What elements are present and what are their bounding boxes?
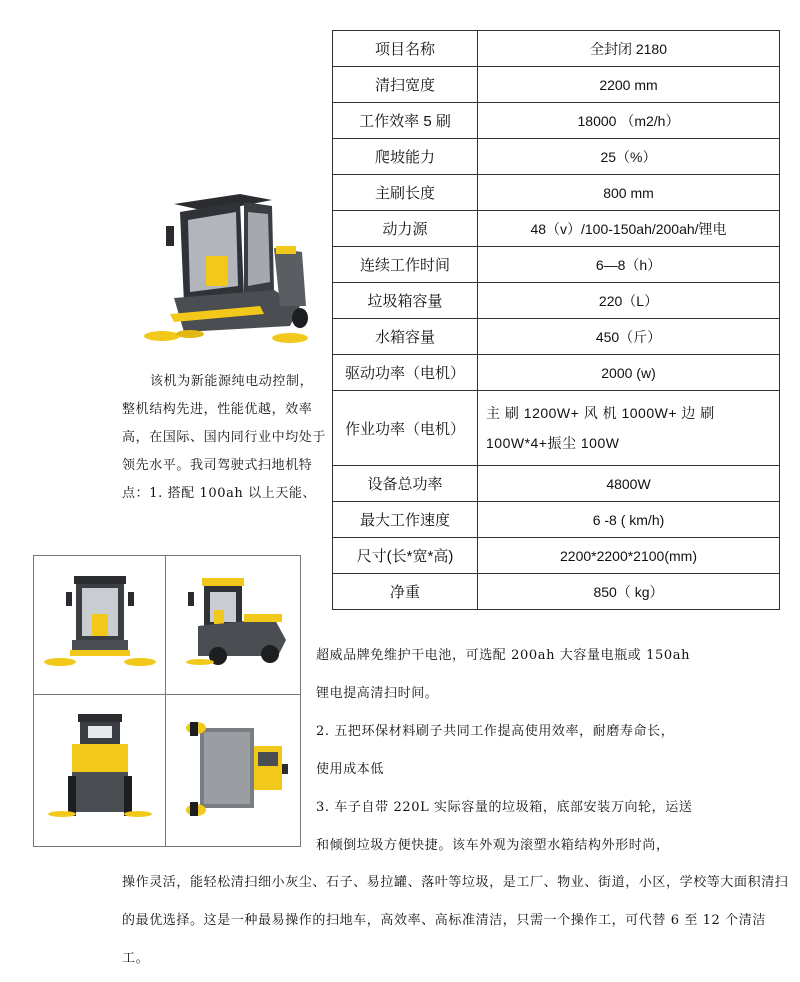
spec-label: 尺寸(长*宽*高) xyxy=(333,538,478,574)
spec-value: 4800W xyxy=(478,466,780,502)
spec-row xyxy=(333,574,780,610)
spec-row xyxy=(333,538,780,574)
spec-row xyxy=(333,391,780,466)
spec-value: 2200*2200*2100(mm) xyxy=(478,538,780,574)
sweeper-front-view xyxy=(42,570,158,686)
spec-label: 爬坡能力 xyxy=(333,139,478,175)
spec-row xyxy=(333,211,780,247)
spec-label: 作业功率（电机） xyxy=(333,391,478,466)
sweeper-main-image xyxy=(140,186,320,346)
spec-label: 项目名称 xyxy=(333,31,478,67)
feature-line: 3. 车子自带 220L 实际容量的垃圾箱，底部安装万向轮，运送 xyxy=(316,800,693,815)
spec-row xyxy=(333,319,780,355)
spec-row xyxy=(333,466,780,502)
spec-label: 主刷长度 xyxy=(333,175,478,211)
sweeper-views-grid xyxy=(33,555,301,847)
spec-row xyxy=(333,283,780,319)
grid-divider xyxy=(165,556,166,846)
spec-label: 水箱容量 xyxy=(333,319,478,355)
feature-line: 使用成本低 xyxy=(316,762,385,777)
spec-label: 垃圾箱容量 xyxy=(333,283,478,319)
sweeper-rear-view xyxy=(42,706,158,836)
features-paragraph xyxy=(316,637,786,865)
spec-row xyxy=(333,103,780,139)
spec-label: 净重 xyxy=(333,574,478,610)
spec-row xyxy=(333,355,780,391)
feature-line: 2. 五把环保材料刷子共同工作提高使用效率，耐磨寿命长， xyxy=(316,724,675,739)
spec-value: 18000 （m2/h） xyxy=(478,103,780,139)
feature-line: 和倾倒垃圾方便快捷。该车外观为滚塑水箱结构外形时尚， xyxy=(316,838,670,853)
spec-value: 25（%） xyxy=(478,139,780,175)
sweeper-top-view xyxy=(174,706,294,836)
spec-value: 2000 (w) xyxy=(478,355,780,391)
spec-value: 2200 mm xyxy=(478,67,780,103)
spec-value: 主 刷 1200W+ 风 机 1000W+ 边 刷 100W*4+振尘 100W xyxy=(478,391,780,466)
spec-label: 驱动功率（电机） xyxy=(333,355,478,391)
spec-label: 工作效率 5 刷 xyxy=(333,103,478,139)
spec-value: 6 -8 ( km/h) xyxy=(478,502,780,538)
spec-value: 220（L） xyxy=(478,283,780,319)
spec-label: 最大工作速度 xyxy=(333,502,478,538)
closing-paragraph: 操作灵活，能轻松清扫细小灰尘、石子、易拉罐、落叶等垃圾，是工厂、物业、街道，小区，学校等大面积清扫的最优选择。这是一种最易操作的扫地车，高效率、高标准清洁，只需一个操作工，可代替 6 至 12 个清洁工。 xyxy=(122,875,789,966)
grid-divider xyxy=(34,694,300,695)
spec-row xyxy=(333,247,780,283)
spec-value: 全封闭 2180 xyxy=(478,31,780,67)
spec-row xyxy=(333,139,780,175)
spec-row xyxy=(333,67,780,103)
feature-line: 锂电提高清扫时间。 xyxy=(316,686,439,701)
spec-value: 850（ kg） xyxy=(478,574,780,610)
spec-row xyxy=(333,31,780,67)
spec-value: 48（v）/100-150ah/200ah/锂电 xyxy=(478,211,780,247)
spec-label: 连续工作时间 xyxy=(333,247,478,283)
feature-line: 超威品牌免维护干电池，可选配 200ah 大容量电瓶或 150ah xyxy=(316,648,691,663)
intro-paragraph: 该机为新能源纯电动控制，整机结构先进，性能优越，效率高，在国际、国内同行业中均处于领先水平。我司驾驶式扫地机特点：1. 搭配 100ah 以上天能、 xyxy=(122,374,327,501)
spec-row xyxy=(333,175,780,211)
spec-row xyxy=(333,502,780,538)
spec-value: 800 mm xyxy=(478,175,780,211)
spec-label: 动力源 xyxy=(333,211,478,247)
spec-value: 450（斤） xyxy=(478,319,780,355)
spec-label: 设备总功率 xyxy=(333,466,478,502)
spec-label: 清扫宽度 xyxy=(333,67,478,103)
spec-table xyxy=(332,30,780,610)
sweeper-side-view xyxy=(174,570,294,686)
spec-value: 6—8（h） xyxy=(478,247,780,283)
